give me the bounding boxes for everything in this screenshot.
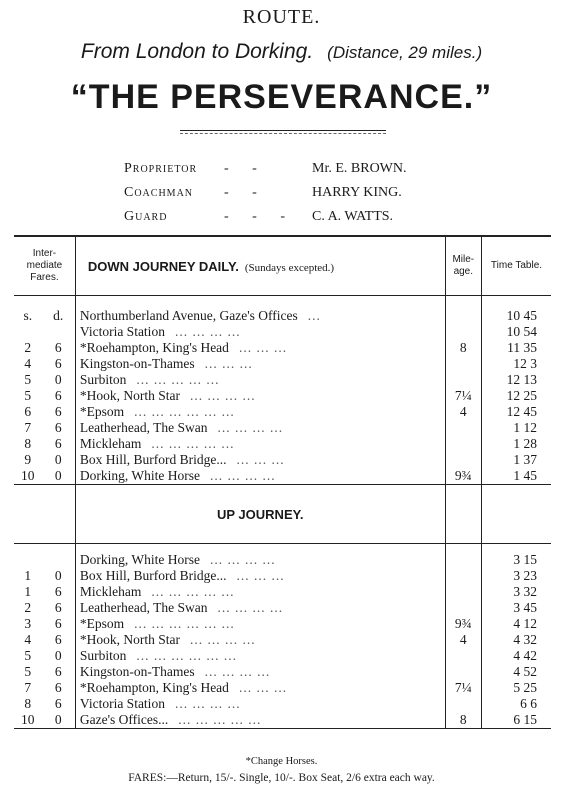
timetable-body — [14, 296, 551, 729]
mileage — [445, 452, 481, 468]
mileage — [445, 696, 481, 712]
place-cell — [75, 552, 445, 568]
table-row — [14, 436, 551, 452]
time: 12 45 — [506, 404, 537, 419]
time: 1 37 — [513, 452, 537, 467]
place-cell — [75, 468, 445, 485]
subtitle-text: From London to Dorking. — [80, 40, 314, 63]
place-name: Dorking, White Horse — [79, 468, 200, 483]
fare-pence: 6 — [42, 388, 76, 404]
place-name: Northumberland Avenue, Gaze's Offices — [79, 308, 298, 323]
fare-pence: 6 — [42, 632, 76, 648]
fare-shillings: 10 — [21, 468, 35, 483]
leader-dots: ... ... ... ... — [217, 420, 284, 435]
fare-shillings: 8 — [24, 436, 32, 451]
fare-shillings: 3 — [24, 616, 32, 631]
table-row — [14, 308, 551, 324]
place-cell — [75, 616, 445, 632]
time: 4 52 — [513, 664, 537, 679]
place-name: *Roehampton, King's Head — [79, 340, 229, 355]
leader-dots: ... ... ... — [236, 452, 285, 467]
place-cell — [75, 632, 445, 648]
ornamental-rule — [180, 130, 386, 136]
time: 10 54 — [506, 324, 537, 339]
table-row — [14, 584, 551, 600]
mileage: 8 — [445, 340, 481, 356]
leader-dots: ... ... ... ... — [174, 696, 241, 711]
table-row — [14, 712, 551, 729]
fare-pence: 6 — [42, 584, 76, 600]
timetable-header — [14, 236, 551, 296]
place-name: *Epsom — [79, 616, 125, 631]
fare-shillings: 1 — [24, 568, 32, 583]
mileage: 7¼ — [445, 388, 481, 404]
leader-dots: ... ... ... ... ... — [151, 436, 235, 451]
time: 5 25 — [513, 680, 537, 695]
time: 1 12 — [513, 420, 537, 435]
place-cell — [75, 404, 445, 420]
place-name: *Hook, North Star — [79, 388, 181, 403]
leader-dots: ... ... ... ... ... ... — [134, 404, 235, 419]
distance-text: (Distance, 29 miles.) — [327, 43, 483, 62]
place-name: Leatherhead, The Swan — [79, 420, 208, 435]
place-cell — [75, 356, 445, 372]
mileage — [445, 664, 481, 680]
mileage — [445, 600, 481, 616]
leader-dots: ... ... ... ... — [174, 324, 241, 339]
fare-pence: 6 — [42, 420, 76, 436]
fare-pence: d. — [42, 308, 76, 324]
leader-dots: ... ... ... ... ... — [178, 712, 262, 727]
place-name: Victoria Station — [79, 696, 165, 711]
fare-pence — [42, 552, 76, 568]
leader-dots: ... ... ... ... — [204, 664, 271, 679]
fare-shillings: 2 — [24, 340, 32, 355]
table-row — [14, 388, 551, 404]
mileage — [445, 324, 481, 340]
time: 11 35 — [507, 340, 537, 355]
leader-dots: ... ... ... ... ... ... — [136, 648, 238, 663]
time: 1 45 — [513, 468, 537, 483]
fare-pence: 0 — [42, 372, 76, 388]
leader-dots: ... ... ... — [238, 340, 288, 355]
fares-header: Inter- mediate Fares. — [14, 236, 75, 296]
table-row — [14, 372, 551, 388]
fare-shillings: 4 — [24, 632, 32, 647]
place-cell — [75, 568, 445, 584]
place-name: Surbiton — [79, 372, 127, 387]
fares-line: FARES:—Return, 15/-. Single, 10/-. Box Seat, 2/6 extra each way. — [128, 772, 435, 784]
place-cell — [75, 452, 445, 468]
fare-pence: 0 — [42, 712, 76, 729]
fare-shillings: 2 — [24, 600, 32, 615]
place-cell — [75, 600, 445, 616]
mileage — [445, 356, 481, 372]
mileage — [445, 568, 481, 584]
mileage: 8 — [445, 712, 481, 729]
fare-shillings — [14, 552, 42, 568]
fare-shillings: 6 — [24, 404, 32, 419]
place-name: Surbiton — [79, 648, 127, 663]
mileage — [445, 436, 481, 452]
staff-name: Mr. E. BROWN. — [312, 161, 407, 176]
place-name: Dorking, White Horse — [79, 552, 200, 567]
fare-pence: 6 — [42, 404, 76, 420]
leader-dots: ... ... ... ... ... — [151, 584, 235, 599]
time-header: Time Table. — [482, 236, 552, 296]
leader-dots: ... ... ... — [236, 568, 285, 583]
fare-pence: 6 — [42, 680, 76, 696]
place-name: Mickleham — [79, 436, 142, 451]
fare-shillings: 4 — [24, 356, 32, 371]
place-name: Kingston-on-Thames — [79, 664, 195, 679]
place-cell — [75, 324, 445, 340]
place-cell — [75, 664, 445, 680]
staff-role: Coachman — [124, 185, 194, 200]
table-row — [14, 452, 551, 468]
place-name: *Epsom — [79, 404, 125, 419]
time: 4 32 — [513, 632, 537, 647]
table-row — [14, 632, 551, 648]
place-cell — [75, 308, 445, 324]
place-cell — [75, 584, 445, 600]
time: 6 6 — [520, 696, 537, 711]
time: 4 42 — [513, 648, 537, 663]
time: 3 23 — [513, 568, 537, 583]
mileage: 9¾ — [445, 468, 481, 485]
table-row — [14, 324, 551, 340]
down-title-text: DOWN JOURNEY DAILY. — [87, 258, 239, 274]
place-name: *Hook, North Star — [79, 632, 181, 647]
fare-pence: 6 — [42, 696, 76, 712]
staff-dashes: - - — [224, 185, 267, 200]
time: 12 25 — [506, 388, 537, 403]
spacer-row — [14, 544, 551, 553]
time: 12 13 — [506, 372, 537, 387]
fare-pence: 0 — [42, 452, 76, 468]
place-name: Gaze's Offices... — [79, 712, 169, 727]
staff-dashes: - - — [224, 161, 267, 176]
time: 1 28 — [513, 436, 537, 451]
staff-role: Proprietor — [124, 161, 198, 176]
time: 3 15 — [513, 552, 537, 567]
place-name: Leatherhead, The Swan — [79, 600, 208, 615]
fare-pence: 6 — [42, 356, 76, 372]
leader-dots: ... ... ... — [238, 680, 288, 695]
fare-pence: 6 — [42, 340, 76, 356]
fare-pence: 0 — [42, 468, 76, 485]
table-row — [14, 648, 551, 664]
mileage — [445, 584, 481, 600]
leader-dots: ... ... ... ... ... ... — [134, 616, 235, 631]
fare-pence: 6 — [42, 600, 76, 616]
footnote: *Change Horses. — [245, 756, 318, 767]
up-journey-header — [14, 485, 551, 544]
mileage: 9¾ — [445, 616, 481, 632]
time: 4 12 — [513, 616, 537, 631]
leader-dots: ... ... ... ... — [190, 388, 256, 403]
mileage-header: Mile- age. — [445, 236, 481, 296]
mileage — [445, 648, 481, 664]
fare-shillings: 5 — [24, 648, 32, 663]
fare-shillings — [14, 324, 42, 340]
fare-shillings: 1 — [24, 584, 32, 599]
fare-pence: 0 — [42, 568, 76, 584]
place-cell — [75, 372, 445, 388]
mileage — [445, 552, 481, 568]
fare-shillings: 8 — [24, 696, 32, 711]
place-name: Victoria Station — [79, 324, 165, 339]
fare-pence: 6 — [42, 436, 76, 452]
place-name: Mickleham — [79, 584, 142, 599]
place-name: *Roehampton, King's Head — [79, 680, 229, 695]
time: 10 45 — [506, 308, 537, 323]
spacer-row — [14, 296, 551, 309]
timetable — [14, 235, 551, 729]
fare-shillings: 7 — [24, 420, 32, 435]
staff-name: C. A. WATTS. — [312, 209, 394, 224]
mileage: 4 — [445, 632, 481, 648]
table-row — [14, 356, 551, 372]
place-name: Box Hill, Burford Bridge... — [79, 452, 227, 467]
time: 12 3 — [513, 356, 537, 371]
fare-pence: 6 — [42, 664, 76, 680]
leader-dots: ... — [307, 308, 321, 323]
table-row — [14, 420, 551, 436]
staff-dashes: - - - — [224, 209, 295, 224]
table-row — [14, 696, 551, 712]
table-row — [14, 404, 551, 420]
leader-dots: ... ... ... ... — [210, 468, 276, 483]
mileage — [445, 308, 481, 324]
fare-shillings: 9 — [24, 452, 32, 467]
place-name: Kingston-on-Thames — [79, 356, 195, 371]
down-note: (Sundays excepted.) — [244, 261, 335, 274]
staff-name: HARRY KING. — [312, 185, 402, 200]
fare-shillings: 7 — [24, 680, 32, 695]
fare-pence: 6 — [42, 616, 76, 632]
place-cell — [75, 436, 445, 452]
place-cell — [75, 712, 445, 729]
place-cell — [75, 696, 445, 712]
leader-dots: ... ... ... ... — [210, 552, 276, 567]
place-cell — [75, 648, 445, 664]
fare-shillings: 5 — [24, 388, 32, 403]
table-row — [14, 552, 551, 568]
staff-role: Guard — [124, 209, 168, 224]
table-row — [14, 680, 551, 696]
time: 3 45 — [513, 600, 537, 615]
leader-dots: ... ... ... — [204, 356, 253, 371]
mileage — [445, 372, 481, 388]
up-journey-title: UP JOURNEY. — [75, 485, 445, 544]
time: 6 15 — [482, 712, 552, 729]
mileage: 4 — [445, 404, 481, 420]
route-heading: ROUTE. — [242, 6, 321, 28]
mileage — [445, 420, 481, 436]
fare-pence: 0 — [42, 648, 76, 664]
fare-shillings: s. — [23, 308, 33, 323]
table-row — [14, 340, 551, 356]
table-row — [14, 568, 551, 584]
time: 3 32 — [513, 584, 537, 599]
table-row — [14, 468, 551, 485]
leader-dots: ... ... ... ... ... — [136, 372, 220, 387]
place-cell — [75, 420, 445, 436]
mileage: 7¼ — [445, 680, 481, 696]
place-cell — [75, 340, 445, 356]
fare-shillings: 10 — [14, 712, 42, 729]
table-row — [14, 600, 551, 616]
fare-pence — [42, 324, 76, 340]
place-name: Box Hill, Burford Bridge... — [79, 568, 227, 583]
route-subtitle — [0, 40, 563, 64]
place-cell — [75, 680, 445, 696]
table-row — [14, 616, 551, 632]
leader-dots: ... ... ... ... — [190, 632, 256, 647]
fare-shillings: 5 — [24, 664, 32, 679]
place-cell — [75, 388, 445, 404]
fare-shillings: 5 — [24, 372, 32, 387]
leader-dots: ... ... ... ... — [217, 600, 284, 615]
coach-name: “THE PERSEVERANCE.” — [70, 78, 493, 116]
down-journey-title — [75, 236, 445, 296]
table-row — [14, 664, 551, 680]
